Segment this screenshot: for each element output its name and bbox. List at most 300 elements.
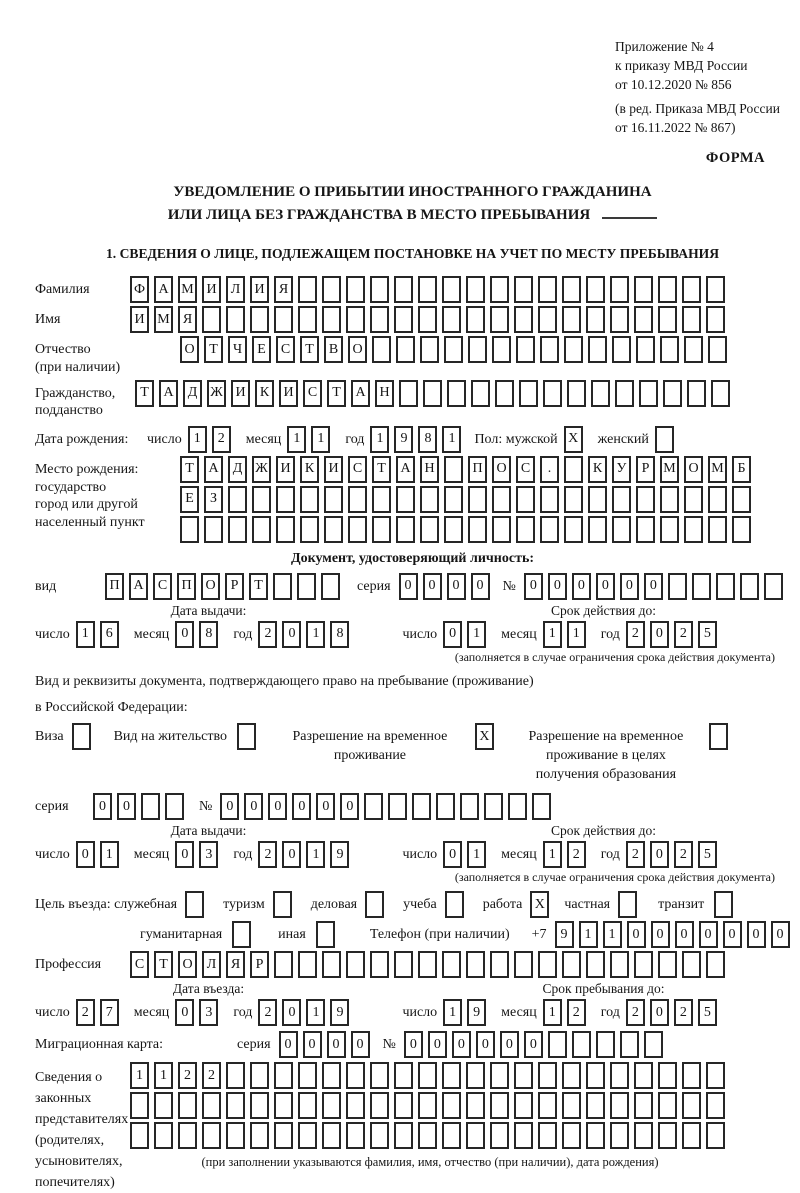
char-box[interactable]: 2 bbox=[567, 999, 586, 1026]
citizenship-input[interactable] bbox=[135, 380, 735, 407]
char-box[interactable] bbox=[250, 1122, 269, 1149]
char-box[interactable]: 5 bbox=[698, 621, 717, 648]
char-box[interactable]: 0 bbox=[443, 841, 462, 868]
char-box[interactable]: О bbox=[180, 336, 199, 363]
char-box[interactable] bbox=[610, 306, 629, 333]
char-box[interactable]: М bbox=[178, 276, 197, 303]
char-box[interactable]: Ж bbox=[252, 456, 271, 483]
char-box[interactable] bbox=[634, 1122, 653, 1149]
char-box[interactable]: Р bbox=[636, 456, 655, 483]
birthplace-row-1-input[interactable] bbox=[180, 456, 756, 483]
char-box[interactable]: О bbox=[348, 336, 367, 363]
char-box[interactable] bbox=[684, 336, 703, 363]
char-box[interactable] bbox=[322, 1092, 341, 1119]
char-box[interactable]: Л bbox=[202, 951, 221, 978]
char-box[interactable]: 1 bbox=[370, 426, 389, 453]
char-box[interactable] bbox=[660, 486, 679, 513]
char-box[interactable]: 0 bbox=[650, 841, 669, 868]
char-box[interactable]: 0 bbox=[500, 1031, 519, 1058]
char-box[interactable] bbox=[468, 486, 487, 513]
char-box[interactable] bbox=[519, 380, 538, 407]
char-box[interactable] bbox=[588, 516, 607, 543]
char-box[interactable] bbox=[660, 336, 679, 363]
char-box[interactable] bbox=[586, 1122, 605, 1149]
rvp-checkbox[interactable] bbox=[475, 723, 499, 750]
phone-input[interactable] bbox=[555, 921, 795, 948]
char-box[interactable] bbox=[322, 1062, 341, 1089]
char-box[interactable] bbox=[370, 1062, 389, 1089]
char-box[interactable] bbox=[562, 951, 581, 978]
char-box[interactable]: О bbox=[492, 456, 511, 483]
char-box[interactable] bbox=[300, 486, 319, 513]
char-box[interactable] bbox=[732, 516, 751, 543]
char-box[interactable] bbox=[322, 1122, 341, 1149]
char-box[interactable] bbox=[564, 336, 583, 363]
char-box[interactable]: 1 bbox=[311, 426, 330, 453]
char-box[interactable]: 9 bbox=[330, 999, 349, 1026]
char-box[interactable] bbox=[420, 486, 439, 513]
char-box[interactable]: С bbox=[303, 380, 322, 407]
char-box[interactable] bbox=[226, 1122, 245, 1149]
residence-permit-checkbox[interactable] bbox=[237, 723, 261, 750]
char-box[interactable]: 2 bbox=[626, 621, 645, 648]
char-box[interactable]: 0 bbox=[404, 1031, 423, 1058]
char-box[interactable] bbox=[274, 306, 293, 333]
char-box[interactable]: . bbox=[540, 456, 559, 483]
char-box[interactable] bbox=[226, 1062, 245, 1089]
entry-day-input[interactable] bbox=[76, 999, 124, 1026]
char-box[interactable] bbox=[562, 306, 581, 333]
char-box[interactable] bbox=[514, 276, 533, 303]
char-box[interactable] bbox=[586, 306, 605, 333]
char-box[interactable] bbox=[130, 1092, 149, 1119]
char-box[interactable] bbox=[660, 516, 679, 543]
given-name-input[interactable] bbox=[130, 306, 730, 333]
doc-seriya-input[interactable] bbox=[399, 573, 495, 600]
char-box[interactable] bbox=[682, 1062, 701, 1089]
char-box[interactable] bbox=[445, 891, 464, 918]
char-box[interactable] bbox=[764, 573, 783, 600]
char-box[interactable]: 0 bbox=[282, 999, 301, 1026]
char-box[interactable] bbox=[442, 1092, 461, 1119]
char-box[interactable]: 0 bbox=[524, 573, 543, 600]
char-box[interactable]: К bbox=[300, 456, 319, 483]
char-box[interactable]: 0 bbox=[175, 841, 194, 868]
char-box[interactable]: 0 bbox=[620, 573, 639, 600]
char-box[interactable] bbox=[466, 306, 485, 333]
purpose-tourism-checkbox[interactable] bbox=[273, 891, 297, 918]
char-box[interactable] bbox=[548, 1031, 567, 1058]
char-box[interactable]: 1 bbox=[154, 1062, 173, 1089]
char-box[interactable] bbox=[618, 891, 637, 918]
char-box[interactable]: 3 bbox=[199, 841, 218, 868]
char-box[interactable] bbox=[540, 486, 559, 513]
char-box[interactable] bbox=[586, 276, 605, 303]
char-box[interactable] bbox=[484, 793, 503, 820]
char-box[interactable]: 0 bbox=[476, 1031, 495, 1058]
char-box[interactable]: 3 bbox=[199, 999, 218, 1026]
char-box[interactable] bbox=[165, 793, 184, 820]
char-box[interactable]: И bbox=[276, 456, 295, 483]
char-box[interactable] bbox=[468, 516, 487, 543]
char-box[interactable]: 2 bbox=[567, 841, 586, 868]
char-box[interactable] bbox=[396, 486, 415, 513]
char-box[interactable] bbox=[658, 276, 677, 303]
char-box[interactable]: 0 bbox=[650, 621, 669, 648]
char-box[interactable] bbox=[322, 276, 341, 303]
char-box[interactable]: А bbox=[129, 573, 148, 600]
char-box[interactable] bbox=[543, 380, 562, 407]
char-box[interactable]: Н bbox=[375, 380, 394, 407]
char-box[interactable]: П bbox=[468, 456, 487, 483]
char-box[interactable] bbox=[588, 336, 607, 363]
char-box[interactable]: Д bbox=[183, 380, 202, 407]
char-box[interactable]: А bbox=[159, 380, 178, 407]
char-box[interactable] bbox=[634, 306, 653, 333]
char-box[interactable] bbox=[154, 1122, 173, 1149]
char-box[interactable] bbox=[471, 380, 490, 407]
char-box[interactable] bbox=[490, 1062, 509, 1089]
char-box[interactable]: 2 bbox=[258, 999, 277, 1026]
char-box[interactable]: 9 bbox=[467, 999, 486, 1026]
purpose-private-checkbox[interactable] bbox=[618, 891, 642, 918]
resdoc-valid-month-input[interactable] bbox=[543, 841, 591, 868]
char-box[interactable]: 2 bbox=[202, 1062, 221, 1089]
char-box[interactable]: С bbox=[153, 573, 172, 600]
char-box[interactable] bbox=[516, 516, 535, 543]
char-box[interactable]: Т bbox=[154, 951, 173, 978]
char-box[interactable]: 0 bbox=[399, 573, 418, 600]
char-box[interactable] bbox=[706, 1092, 725, 1119]
char-box[interactable] bbox=[298, 1062, 317, 1089]
purpose-official-checkbox[interactable] bbox=[185, 891, 209, 918]
char-box[interactable]: 0 bbox=[117, 793, 136, 820]
char-box[interactable] bbox=[658, 951, 677, 978]
char-box[interactable]: 5 bbox=[698, 841, 717, 868]
char-box[interactable]: И bbox=[231, 380, 250, 407]
char-box[interactable] bbox=[372, 336, 391, 363]
char-box[interactable]: 6 bbox=[100, 621, 119, 648]
char-box[interactable] bbox=[394, 1062, 413, 1089]
char-box[interactable]: 1 bbox=[130, 1062, 149, 1089]
char-box[interactable] bbox=[492, 486, 511, 513]
char-box[interactable] bbox=[682, 276, 701, 303]
char-box[interactable] bbox=[492, 336, 511, 363]
char-box[interactable] bbox=[394, 1092, 413, 1119]
char-box[interactable] bbox=[252, 516, 271, 543]
char-box[interactable] bbox=[370, 306, 389, 333]
char-box[interactable] bbox=[324, 486, 343, 513]
char-box[interactable]: Я bbox=[274, 276, 293, 303]
char-box[interactable] bbox=[72, 723, 91, 750]
char-box[interactable] bbox=[322, 306, 341, 333]
char-box[interactable] bbox=[420, 336, 439, 363]
char-box[interactable]: 7 bbox=[100, 999, 119, 1026]
char-box[interactable] bbox=[418, 276, 437, 303]
purpose-study-checkbox[interactable] bbox=[445, 891, 469, 918]
char-box[interactable] bbox=[370, 1122, 389, 1149]
char-box[interactable] bbox=[591, 380, 610, 407]
char-box[interactable] bbox=[202, 1092, 221, 1119]
char-box[interactable]: 0 bbox=[428, 1031, 447, 1058]
char-box[interactable] bbox=[364, 793, 383, 820]
char-box[interactable]: X bbox=[530, 891, 549, 918]
char-box[interactable] bbox=[706, 951, 725, 978]
char-box[interactable]: Ж bbox=[207, 380, 226, 407]
char-box[interactable] bbox=[348, 486, 367, 513]
char-box[interactable] bbox=[586, 1062, 605, 1089]
char-box[interactable] bbox=[226, 306, 245, 333]
char-box[interactable] bbox=[615, 380, 634, 407]
profession-input[interactable] bbox=[130, 951, 730, 978]
char-box[interactable] bbox=[610, 1092, 629, 1119]
char-box[interactable] bbox=[300, 516, 319, 543]
char-box[interactable]: 1 bbox=[467, 841, 486, 868]
char-box[interactable] bbox=[706, 1122, 725, 1149]
char-box[interactable]: 0 bbox=[76, 841, 95, 868]
char-box[interactable] bbox=[423, 380, 442, 407]
char-box[interactable] bbox=[514, 951, 533, 978]
purpose-transit-checkbox[interactable] bbox=[714, 891, 738, 918]
char-box[interactable] bbox=[399, 380, 418, 407]
char-box[interactable] bbox=[180, 516, 199, 543]
char-box[interactable] bbox=[668, 573, 687, 600]
char-box[interactable]: 0 bbox=[303, 1031, 322, 1058]
char-box[interactable] bbox=[252, 486, 271, 513]
char-box[interactable] bbox=[567, 380, 586, 407]
char-box[interactable] bbox=[490, 1122, 509, 1149]
char-box[interactable] bbox=[346, 306, 365, 333]
char-box[interactable] bbox=[297, 573, 316, 600]
char-box[interactable]: 0 bbox=[723, 921, 742, 948]
doc-issue-day-input[interactable] bbox=[76, 621, 124, 648]
char-box[interactable]: 9 bbox=[555, 921, 574, 948]
char-box[interactable] bbox=[538, 306, 557, 333]
char-box[interactable] bbox=[388, 793, 407, 820]
char-box[interactable]: 2 bbox=[258, 841, 277, 868]
char-box[interactable]: Л bbox=[226, 276, 245, 303]
char-box[interactable] bbox=[178, 1092, 197, 1119]
char-box[interactable]: И bbox=[324, 456, 343, 483]
char-box[interactable]: 1 bbox=[543, 841, 562, 868]
resdoc-number-input[interactable] bbox=[220, 793, 556, 820]
char-box[interactable] bbox=[444, 456, 463, 483]
char-box[interactable] bbox=[714, 891, 733, 918]
char-box[interactable] bbox=[658, 306, 677, 333]
resdoc-valid-year-input[interactable] bbox=[626, 841, 722, 868]
char-box[interactable]: 0 bbox=[220, 793, 239, 820]
char-box[interactable] bbox=[444, 336, 463, 363]
char-box[interactable] bbox=[492, 516, 511, 543]
char-box[interactable] bbox=[237, 723, 256, 750]
char-box[interactable] bbox=[346, 276, 365, 303]
char-box[interactable] bbox=[394, 276, 413, 303]
char-box[interactable] bbox=[540, 516, 559, 543]
char-box[interactable]: С bbox=[348, 456, 367, 483]
purpose-work-checkbox[interactable] bbox=[530, 891, 554, 918]
purpose-other-checkbox[interactable] bbox=[316, 921, 340, 948]
char-box[interactable] bbox=[412, 793, 431, 820]
char-box[interactable]: 1 bbox=[306, 999, 325, 1026]
char-box[interactable] bbox=[684, 516, 703, 543]
char-box[interactable] bbox=[447, 380, 466, 407]
char-box[interactable]: 0 bbox=[282, 841, 301, 868]
char-box[interactable]: И bbox=[279, 380, 298, 407]
migcard-number-input[interactable] bbox=[404, 1031, 668, 1058]
char-box[interactable]: 0 bbox=[423, 573, 442, 600]
char-box[interactable] bbox=[706, 276, 725, 303]
legal-row-2-input[interactable] bbox=[130, 1092, 730, 1119]
char-box[interactable] bbox=[442, 306, 461, 333]
char-box[interactable] bbox=[394, 951, 413, 978]
char-box[interactable]: О bbox=[684, 456, 703, 483]
char-box[interactable] bbox=[273, 573, 292, 600]
stay-day-input[interactable] bbox=[443, 999, 491, 1026]
char-box[interactable] bbox=[154, 1092, 173, 1119]
char-box[interactable]: 0 bbox=[699, 921, 718, 948]
char-box[interactable]: 8 bbox=[330, 621, 349, 648]
char-box[interactable] bbox=[250, 1092, 269, 1119]
stay-month-input[interactable] bbox=[543, 999, 591, 1026]
char-box[interactable] bbox=[274, 951, 293, 978]
char-box[interactable] bbox=[610, 951, 629, 978]
purpose-business-checkbox[interactable] bbox=[365, 891, 389, 918]
char-box[interactable] bbox=[490, 951, 509, 978]
char-box[interactable]: Б bbox=[732, 456, 751, 483]
char-box[interactable] bbox=[612, 336, 631, 363]
char-box[interactable]: 1 bbox=[306, 841, 325, 868]
char-box[interactable] bbox=[276, 516, 295, 543]
char-box[interactable]: Д bbox=[228, 456, 247, 483]
doc-number-input[interactable] bbox=[524, 573, 788, 600]
birthplace-row-3-input[interactable] bbox=[180, 516, 756, 543]
char-box[interactable] bbox=[372, 516, 391, 543]
char-box[interactable] bbox=[365, 891, 384, 918]
char-box[interactable] bbox=[418, 951, 437, 978]
char-box[interactable] bbox=[370, 1092, 389, 1119]
char-box[interactable]: А bbox=[204, 456, 223, 483]
char-box[interactable] bbox=[692, 573, 711, 600]
char-box[interactable]: 0 bbox=[771, 921, 790, 948]
char-box[interactable] bbox=[682, 951, 701, 978]
char-box[interactable] bbox=[490, 276, 509, 303]
char-box[interactable] bbox=[663, 380, 682, 407]
char-box[interactable]: Т bbox=[180, 456, 199, 483]
char-box[interactable]: З bbox=[204, 486, 223, 513]
char-box[interactable] bbox=[460, 793, 479, 820]
char-box[interactable] bbox=[514, 306, 533, 333]
char-box[interactable] bbox=[274, 1062, 293, 1089]
char-box[interactable]: О bbox=[178, 951, 197, 978]
char-box[interactable]: 0 bbox=[675, 921, 694, 948]
char-box[interactable]: 0 bbox=[747, 921, 766, 948]
char-box[interactable] bbox=[444, 486, 463, 513]
char-box[interactable] bbox=[348, 516, 367, 543]
char-box[interactable]: 2 bbox=[674, 999, 693, 1026]
char-box[interactable]: 2 bbox=[178, 1062, 197, 1089]
char-box[interactable] bbox=[562, 276, 581, 303]
char-box[interactable] bbox=[564, 486, 583, 513]
char-box[interactable] bbox=[490, 306, 509, 333]
char-box[interactable] bbox=[708, 516, 727, 543]
char-box[interactable] bbox=[370, 276, 389, 303]
char-box[interactable] bbox=[420, 516, 439, 543]
char-box[interactable] bbox=[466, 951, 485, 978]
char-box[interactable] bbox=[298, 1122, 317, 1149]
char-box[interactable] bbox=[321, 573, 340, 600]
char-box[interactable] bbox=[634, 276, 653, 303]
char-box[interactable] bbox=[658, 1062, 677, 1089]
char-box[interactable]: Ч bbox=[228, 336, 247, 363]
char-box[interactable] bbox=[532, 793, 551, 820]
legal-row-3-input[interactable] bbox=[130, 1122, 730, 1149]
char-box[interactable]: Т bbox=[300, 336, 319, 363]
char-box[interactable]: Т bbox=[372, 456, 391, 483]
char-box[interactable]: 2 bbox=[674, 841, 693, 868]
char-box[interactable] bbox=[298, 1092, 317, 1119]
char-box[interactable] bbox=[276, 486, 295, 513]
char-box[interactable] bbox=[706, 306, 725, 333]
char-box[interactable]: 1 bbox=[567, 621, 586, 648]
resdoc-issue-month-input[interactable] bbox=[175, 841, 223, 868]
birth-year-input[interactable] bbox=[370, 426, 466, 453]
char-box[interactable] bbox=[658, 1122, 677, 1149]
birth-day-input[interactable] bbox=[188, 426, 236, 453]
char-box[interactable] bbox=[562, 1122, 581, 1149]
char-box[interactable]: 1 bbox=[442, 426, 461, 453]
char-box[interactable] bbox=[396, 516, 415, 543]
char-box[interactable] bbox=[468, 336, 487, 363]
char-box[interactable] bbox=[396, 336, 415, 363]
char-box[interactable] bbox=[514, 1062, 533, 1089]
char-box[interactable]: 0 bbox=[572, 573, 591, 600]
char-box[interactable]: 0 bbox=[644, 573, 663, 600]
char-box[interactable]: 8 bbox=[418, 426, 437, 453]
char-box[interactable]: 0 bbox=[596, 573, 615, 600]
char-box[interactable] bbox=[250, 306, 269, 333]
char-box[interactable]: 0 bbox=[175, 621, 194, 648]
char-box[interactable] bbox=[562, 1062, 581, 1089]
char-box[interactable]: 1 bbox=[543, 621, 562, 648]
char-box[interactable]: 0 bbox=[548, 573, 567, 600]
char-box[interactable] bbox=[586, 1092, 605, 1119]
char-box[interactable]: 0 bbox=[282, 621, 301, 648]
char-box[interactable] bbox=[274, 1092, 293, 1119]
char-box[interactable]: 2 bbox=[258, 621, 277, 648]
char-box[interactable]: 0 bbox=[279, 1031, 298, 1058]
surname-input[interactable] bbox=[130, 276, 730, 303]
char-box[interactable] bbox=[130, 1122, 149, 1149]
char-box[interactable] bbox=[516, 336, 535, 363]
char-box[interactable] bbox=[588, 486, 607, 513]
char-box[interactable] bbox=[708, 486, 727, 513]
char-box[interactable] bbox=[250, 1062, 269, 1089]
char-box[interactable]: 0 bbox=[316, 793, 335, 820]
char-box[interactable] bbox=[538, 1092, 557, 1119]
birth-month-input[interactable] bbox=[287, 426, 335, 453]
char-box[interactable] bbox=[418, 1122, 437, 1149]
char-box[interactable]: 0 bbox=[351, 1031, 370, 1058]
char-box[interactable]: 1 bbox=[443, 999, 462, 1026]
char-box[interactable]: 0 bbox=[340, 793, 359, 820]
resdoc-issue-day-input[interactable] bbox=[76, 841, 124, 868]
char-box[interactable] bbox=[228, 516, 247, 543]
char-box[interactable]: К bbox=[588, 456, 607, 483]
char-box[interactable] bbox=[516, 486, 535, 513]
char-box[interactable] bbox=[687, 380, 706, 407]
char-box[interactable] bbox=[540, 336, 559, 363]
resdoc-issue-year-input[interactable] bbox=[258, 841, 354, 868]
